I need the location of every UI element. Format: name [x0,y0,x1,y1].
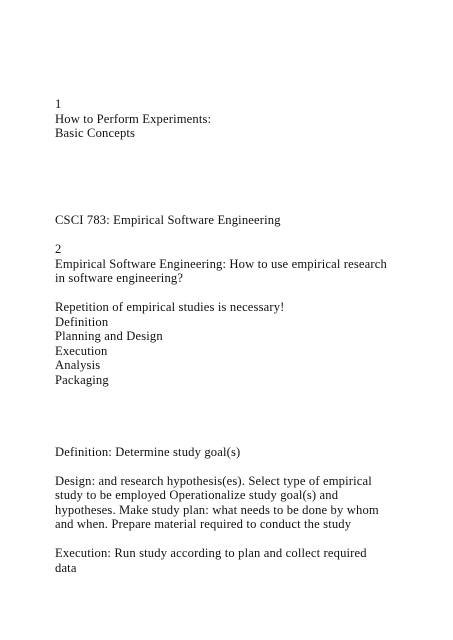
definition-paragraph: Definition: Determine study goal(s) [55,445,241,459]
course-title: CSCI 783: Empirical Software Engineering [55,213,281,227]
execution-paragraph-line: Execution: Run study according to plan and collect required [55,546,367,560]
phase-list-item: Analysis [55,358,101,372]
execution-paragraph-line: data [55,561,77,575]
phase-list-item: Packaging [55,373,109,387]
section-heading-line-2: in software engineering? [55,271,184,285]
repetition-statement: Repetition of empirical studies is necessary! [55,300,285,314]
phase-list-item: Execution [55,344,108,358]
phase-list-item: Planning and Design [55,329,163,343]
design-paragraph-line: hypotheses. Make study plan: what needs to be done by whom [55,503,379,517]
section-heading-line-1: Empirical Software Engineering: How to use empirical research [55,257,387,271]
slide-number-1: 1 [55,97,62,111]
phase-list-item: Definition [55,315,109,329]
slide-title-line-2: Basic Concepts [55,126,136,140]
design-paragraph-line: Design: and research hypothesis(es). Select type of empirical [55,474,372,488]
design-paragraph-line: study to be employed Operationalize study goal(s) and [55,488,339,502]
design-paragraph-line: and when. Prepare material required to conduct the study [55,517,352,531]
slide-number-2: 2 [55,242,62,256]
slide-title-line-1: How to Perform Experiments: [55,112,212,126]
